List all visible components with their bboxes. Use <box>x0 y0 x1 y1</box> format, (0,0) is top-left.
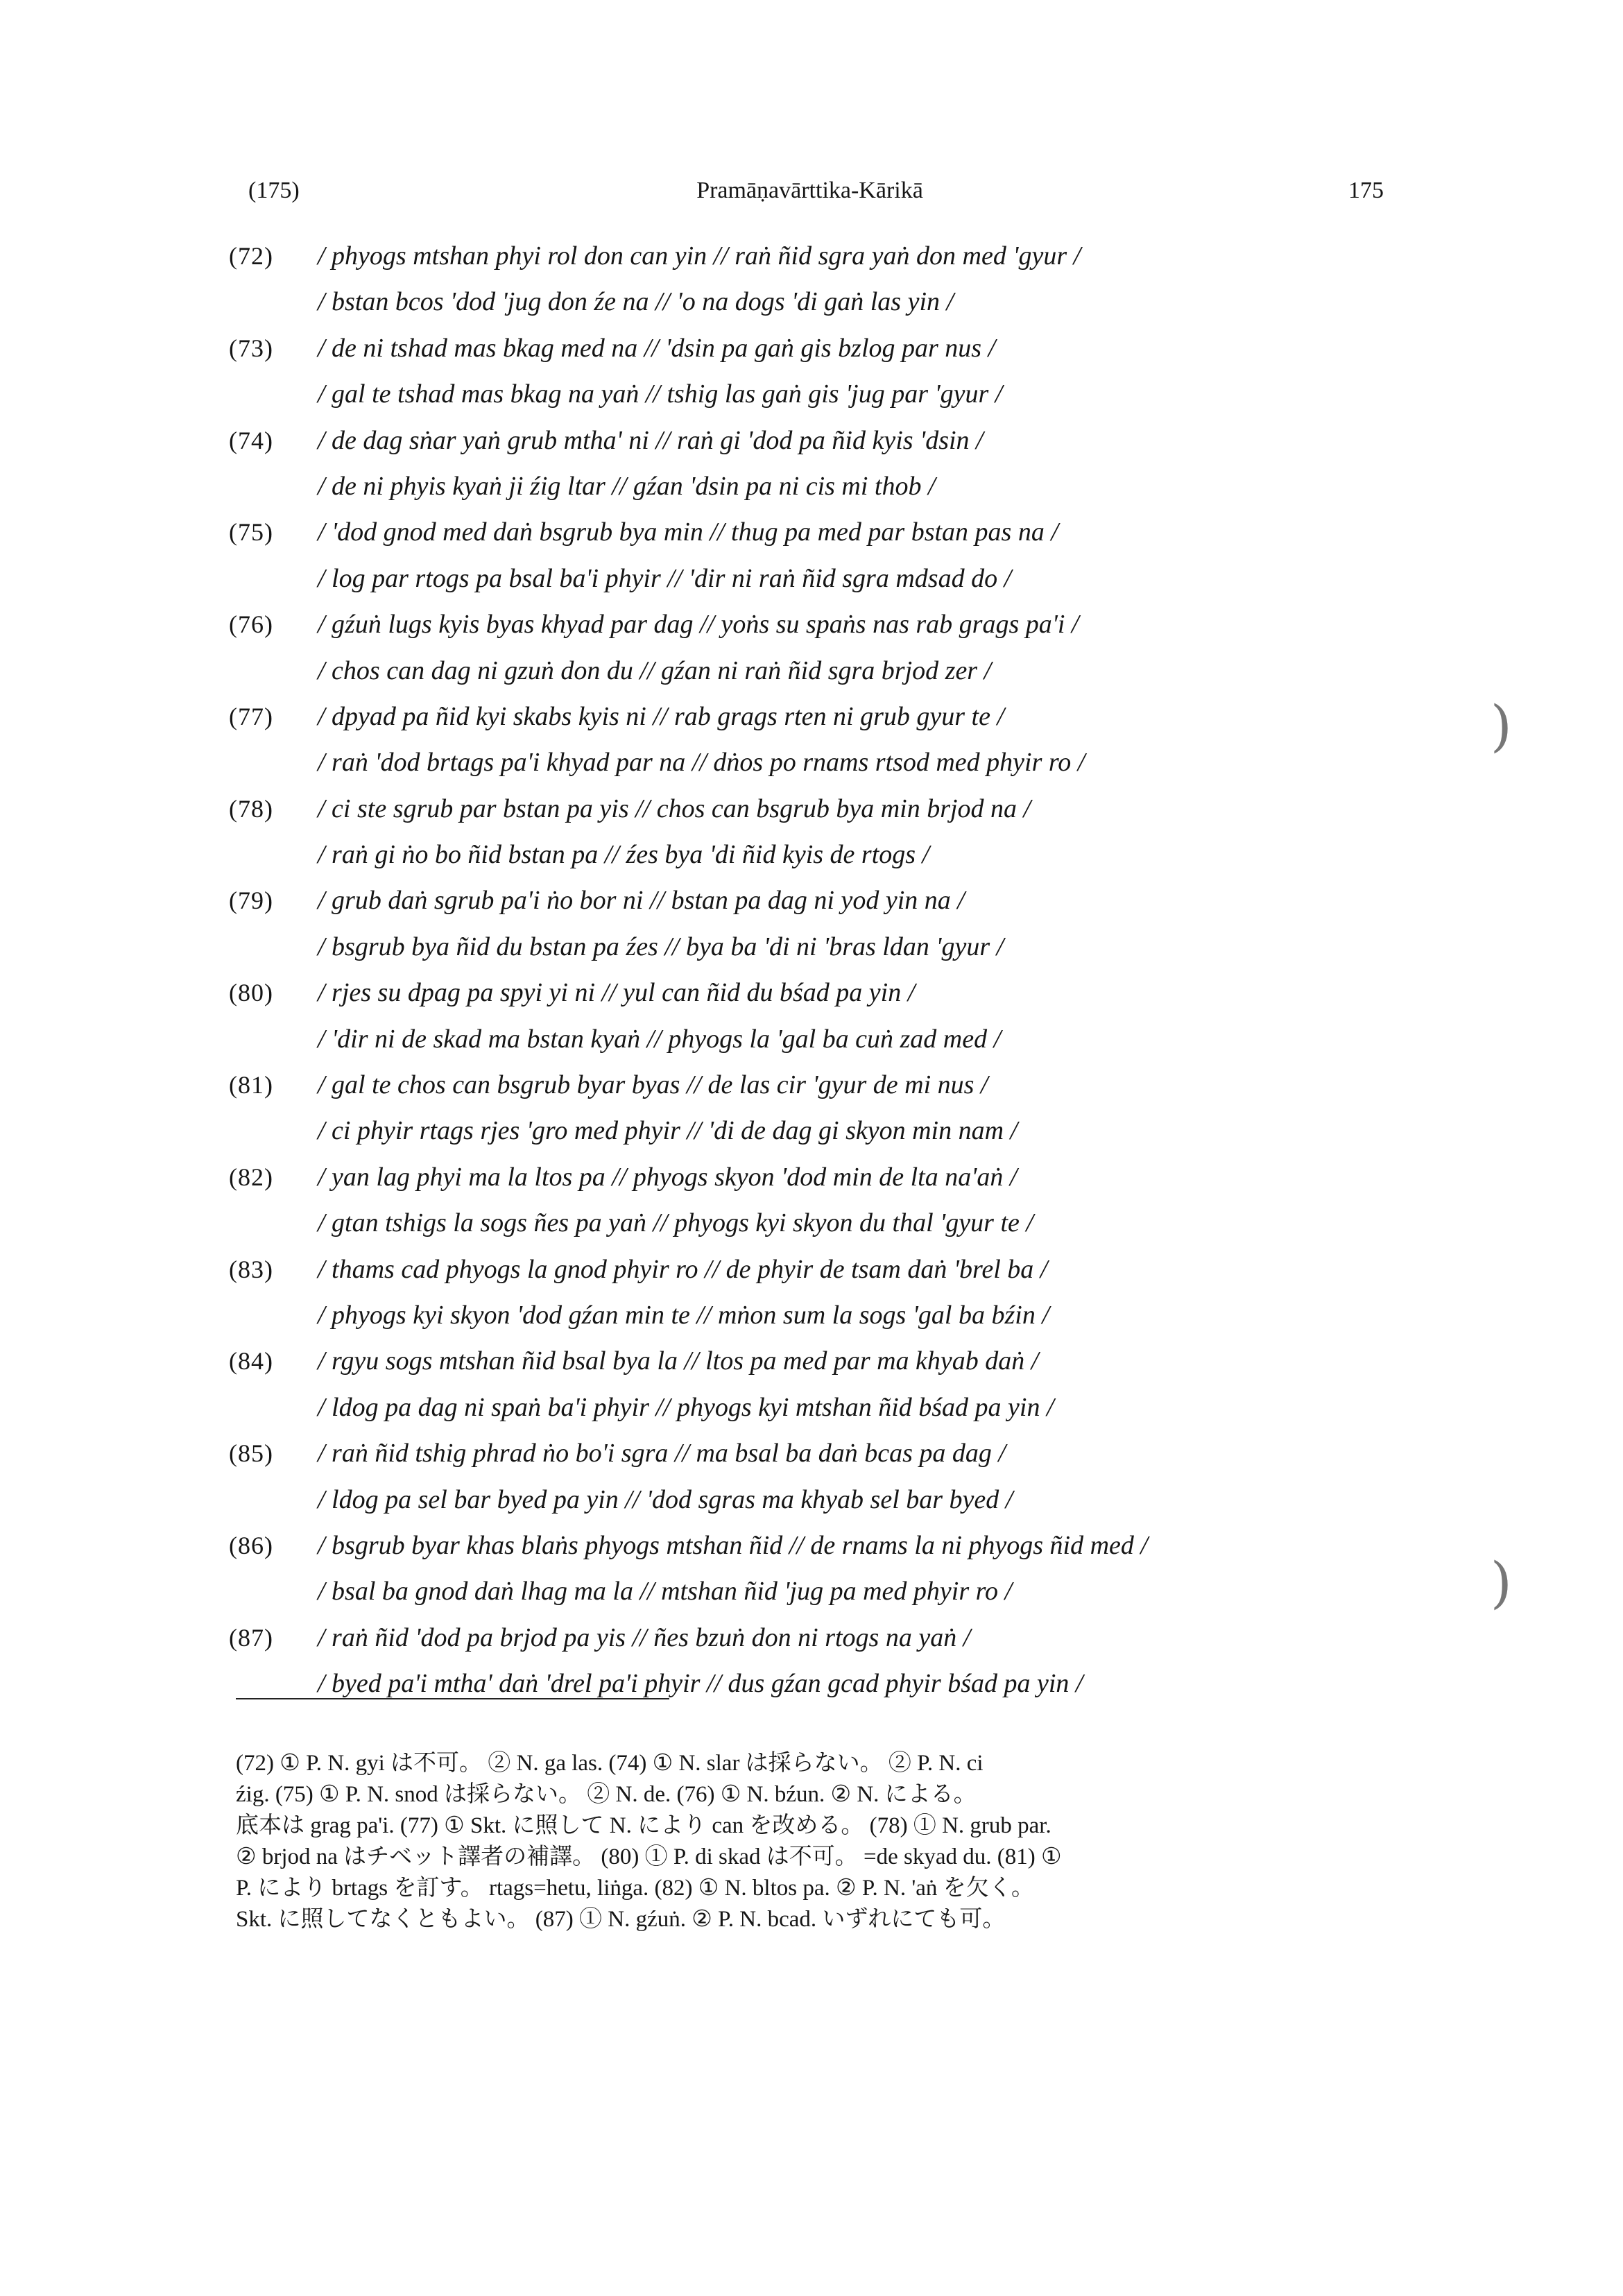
footnote-line: 底本は grag pa'i. (77) ① Skt. に照して N. により can を改める。 (78) ① N. grub par. <box>236 1813 1051 1838</box>
verse-text: / ldog pa sel bar byed pa yin // 'dod sgras ma khyab sel bar byed / <box>318 1484 1013 1514</box>
verse-line <box>229 601 1394 647</box>
header-page-number-right: 175 <box>1348 178 1384 203</box>
verse-number: (75) <box>229 518 273 547</box>
verse-number: (77) <box>229 702 273 730</box>
verse-block <box>229 233 1394 1707</box>
verse-line <box>229 371 1394 417</box>
verse-text: / gtan tshigs la sogs ñes pa yaṅ // phyogs kyi skyon du thal 'gyur te / <box>318 1208 1033 1238</box>
verse-number: (83) <box>229 1255 273 1283</box>
verse-line <box>229 1062 1394 1108</box>
verse-text: / raṅ ñid tshig phrad ṅo bo'i sgra // ma bsal ba daṅ bcas pa dag / <box>318 1439 1006 1468</box>
verse-line <box>229 1338 1394 1384</box>
verse-text: / thams cad phyogs la gnod phyir ro // de phyir de tsam daṅ 'brel ba / <box>318 1254 1048 1284</box>
verse-text: / phyogs mtshan phyi rol don can yin // raṅ ñid sgra yaṅ don med 'gyur / <box>318 241 1081 271</box>
verse <box>229 1615 1394 1707</box>
running-header <box>236 175 1384 216</box>
verse-text: / gal te chos can bsgrub byar byas // de las cir 'gyur de mi nus / <box>318 1070 988 1100</box>
verse-text: / raṅ gi ṅo bo ñid bstan pa // źes bya 'di ñid kyis de rtogs / <box>318 840 930 870</box>
verse-line <box>229 786 1394 832</box>
verse-text: / ldog pa dag ni spaṅ ba'i phyir // phyogs kyi mtshan ñid bśad pa yin / <box>318 1392 1054 1422</box>
footnote-line: źig. (75) ① P. N. snod は採らない。 ② N. de. (76) ① N. bźun. ② N. による。 <box>236 1782 977 1807</box>
verse-line <box>229 325 1394 371</box>
verse-line <box>229 418 1394 463</box>
footnote-line: (72) ① P. N. gyi は不可。 ② N. ga las. (74) ① N. slar は採らない。 ② P. N. ci <box>236 1751 984 1776</box>
verse-line <box>229 463 1394 509</box>
verse-text: / ci phyir rtags rjes 'gro med phyir // 'di de dag gi skyon min nam / <box>318 1116 1018 1146</box>
verse-line <box>229 509 1394 555</box>
verse-number: (72) <box>229 242 273 270</box>
verse-line <box>229 924 1394 970</box>
verse <box>229 694 1394 786</box>
verse-text: / phyogs kyi skyon 'dod gźan min te // mṅon sum la sogs 'gal ba bźin / <box>318 1300 1049 1330</box>
verse-text: / 'dod gnod med daṅ bsgrub bya min // thug pa med par bstan pas na / <box>318 517 1058 547</box>
verse-text: / gźuṅ lugs kyis byas khyad par dag // yoṅs su spaṅs nas rab grags pa'i / <box>318 610 1079 640</box>
verse-number: (78) <box>229 794 273 823</box>
footnote-line: Skt. に照してなくともよい。 (87) ① N. gźuṅ. ② P. N. bcad. いずれにても可。 <box>236 1907 1006 1932</box>
verse-number: (86) <box>229 1531 273 1559</box>
verse <box>229 418 1394 510</box>
verse-line <box>229 556 1394 601</box>
verse <box>229 1246 1394 1339</box>
verse-text: / byed pa'i mtha' daṅ 'drel pa'i phyir // dus gźan gcad phyir bśad pa yin / <box>318 1669 1083 1699</box>
verse-line <box>229 1385 1394 1430</box>
verse-text: / chos can dag ni gzuṅ don du // gźan ni raṅ ñid sgra brjod zer / <box>318 656 992 685</box>
verse <box>229 877 1394 970</box>
verse <box>229 786 1394 878</box>
verse <box>229 233 1394 325</box>
verse-text: / bsgrub bya ñid du bstan pa źes // bya ba 'di ni 'bras ldan 'gyur / <box>318 932 1004 961</box>
verse-line <box>229 1523 1394 1568</box>
margin-bracket-mark: ) <box>1490 694 1512 758</box>
verse <box>229 1523 1394 1615</box>
verse-line <box>229 970 1394 1016</box>
verse-text: / de dag sṅar yaṅ grub mtha' ni // raṅ gi 'dod pa ñid kyis 'dsin / <box>318 425 984 455</box>
footnote-line: P. により brtags を訂す。 rtags=hetu, liṅga. (82) ① N. bltos pa. ② P. N. 'aṅ を欠く。 <box>236 1876 1035 1901</box>
verse-line <box>229 233 1394 279</box>
verse-line <box>229 1108 1394 1154</box>
verse <box>229 1430 1394 1523</box>
verse-text: / bsgrub byar khas blaṅs phyogs mtshan ñid // de rnams la ni phyogs ñid med / <box>318 1530 1148 1560</box>
verse-number: (79) <box>229 886 273 915</box>
verse <box>229 1338 1394 1430</box>
margin-bracket-mark: ) <box>1490 1550 1512 1615</box>
verse-number: (82) <box>229 1163 273 1191</box>
verse-line <box>229 1016 1394 1062</box>
verse-line <box>229 648 1394 694</box>
verse-number: (87) <box>229 1623 273 1652</box>
verse <box>229 1154 1394 1246</box>
verse-line <box>229 832 1394 877</box>
verse-number: (80) <box>229 979 273 1007</box>
verse-text: / dpyad pa ñid kyi skabs kyis ni // rab grags rten ni grub gyur te / <box>318 701 1005 731</box>
footnotes <box>236 1748 1408 1935</box>
verse-text: / gal te tshad mas bkag na yaṅ // tshig las gaṅ gis 'jug par 'gyur / <box>318 379 1003 409</box>
verse-line <box>229 1430 1394 1476</box>
verse <box>229 601 1394 694</box>
verse-line <box>229 1154 1394 1200</box>
verse-text: / de ni tshad mas bkag med na // 'dsin pa gaṅ gis bzlog par nus / <box>318 333 996 363</box>
verse-number: (73) <box>229 334 273 362</box>
verse-line <box>229 1477 1394 1523</box>
verse <box>229 325 1394 418</box>
verse-text: / raṅ 'dod brtags pa'i khyad par na // dṅos po rnams rtsod med phyir ro / <box>318 748 1085 778</box>
verse-line <box>229 1292 1394 1338</box>
verse-text: / 'dir ni de skad ma bstan kyaṅ // phyogs la 'gal ba cuṅ zad med / <box>318 1024 1002 1054</box>
verse-text: / log par rtogs pa bsal ba'i phyir // 'dir ni raṅ ñid sgra mdsad do / <box>318 563 1012 593</box>
verse-line <box>229 1661 1394 1706</box>
verse-number: (81) <box>229 1071 273 1099</box>
verse-text: / bsal ba gnod daṅ lhag ma la // mtshan ñid 'jug pa med phyir ro / <box>318 1577 1013 1607</box>
verse-text: / raṅ ñid 'dod pa brjod pa yis // ñes bzuṅ don ni rtogs na yaṅ / <box>318 1622 971 1652</box>
verse-line <box>229 279 1394 325</box>
verse-line <box>229 1568 1394 1614</box>
footnote-rule <box>236 1698 669 1699</box>
verse-number: (84) <box>229 1347 273 1376</box>
verse-text: / rgyu sogs mtshan ñid bsal bya la // ltos pa med par ma khyab daṅ / <box>318 1346 1039 1376</box>
verse-line <box>229 877 1394 923</box>
verse-number: (85) <box>229 1439 273 1468</box>
header-page-number-left: (175) <box>248 178 300 203</box>
verse-number: (74) <box>229 426 273 454</box>
header-title: Pramāṇavārttika-Kārikā <box>696 178 923 203</box>
verse-text: / ci ste sgrub par bstan pa yis // chos can bsgrub bya min brjod na / <box>318 794 1031 823</box>
verse <box>229 509 1394 601</box>
verse-text: / yan lag phyi ma la ltos pa // phyogs skyon 'dod min de lta na'aṅ / <box>318 1162 1017 1192</box>
verse-line <box>229 694 1394 739</box>
verse-line <box>229 739 1394 785</box>
verse-number: (76) <box>229 610 273 639</box>
verse <box>229 1062 1394 1154</box>
verse-line <box>229 1246 1394 1292</box>
verse-text: / grub daṅ sgrub pa'i ṅo bor ni // bstan pa dag ni yod yin na / <box>318 886 965 916</box>
footnote-line: ② brjod na はチベット譯者の補譯。 (80) ① P. di skad は不可。 =de skyad du. (81) ① <box>236 1844 1062 1869</box>
verse-line <box>229 1615 1394 1661</box>
verse-text: / bstan bcos 'dod 'jug don źe na // 'o na dogs 'di gaṅ las yin / <box>318 287 954 317</box>
verse <box>229 970 1394 1062</box>
verse-line <box>229 1200 1394 1246</box>
verse-text: / rjes su dpag pa spyi yi ni // yul can ñid du bśad pa yin / <box>318 978 916 1008</box>
verse-text: / de ni phyis kyaṅ ji źig ltar // gźan 'dsin pa ni cis mi thob / <box>318 471 936 501</box>
